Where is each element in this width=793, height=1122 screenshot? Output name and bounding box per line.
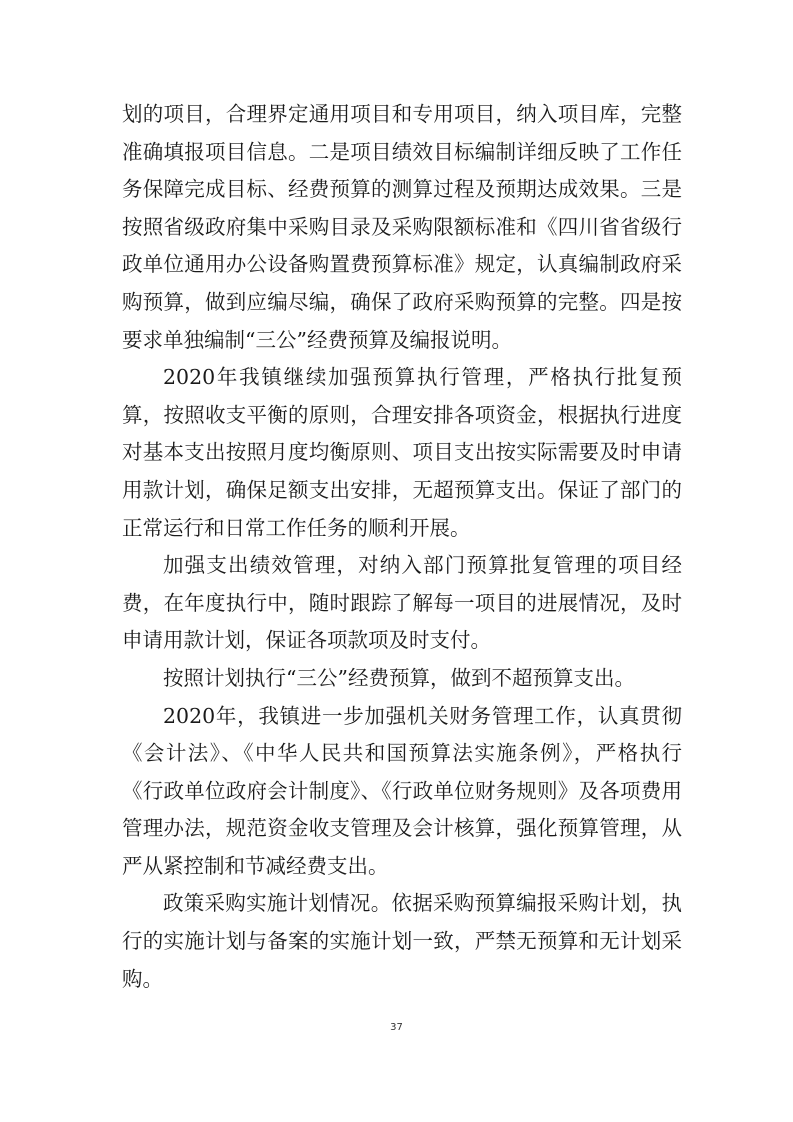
paragraph-budget-execution: 2020年我镇继续加强预算执行管理，严格执行批复预算，按照收支平衡的原则，合理安排各项资金，根据执行进度对基本支出按照月度均衡原则、项目支出按实际需要及时申请用款计划，确保足额支出安排，无超预算支出。保证了部门的正常运行和日常工作任务的顺利开展。	[122, 365, 682, 540]
paragraph-performance-management: 加强支出绩效管理，对纳入部门预算批复管理的项目经费，在年度执行中，随时跟踪了解每一项目的进展情况，及时申请用款计划，保证各项款项及时支付。	[122, 553, 682, 653]
paragraph-three-public-expenses: 按照计划执行“三公”经费预算，做到不超预算支出。	[163, 665, 635, 690]
paragraph-financial-management: 2020年，我镇进一步加强机关财务管理工作，认真贯彻《会计法》、《中华人民共和国预算法实施条例》，严格执行《行政单位政府会计制度》、《行政单位财务规则》及各项费用管理办法，规范资金收支管理及会计核算，强化预算管理，从严从紧控制和节减经费支出。	[122, 703, 682, 878]
page-number: 37	[390, 1022, 403, 1033]
paragraph-continuation: 划的项目，合理界定通用项目和专用项目，纳入项目库，完整准确填报项目信息。二是项目绩效目标编制详细反映了工作任务保障完成目标、经费预算的测算过程及预期达成效果。三是按照省级政府集中采购目录及采购限额标准和《四川省省级行政单位通用办公设备购置费预算标准》规定，认真编制政府采购预算，做到应编尽编，确保了政府采购预算的完整。四是按要求单独编制“三公”经费预算及编报说明。	[122, 102, 682, 352]
paragraph-procurement-plan: 政策采购实施计划情况。依据采购预算编报采购计划，执行的实施计划与备案的实施计划一致，严禁无预算和无计划采购。	[122, 891, 682, 991]
document-body	[122, 96, 682, 998]
